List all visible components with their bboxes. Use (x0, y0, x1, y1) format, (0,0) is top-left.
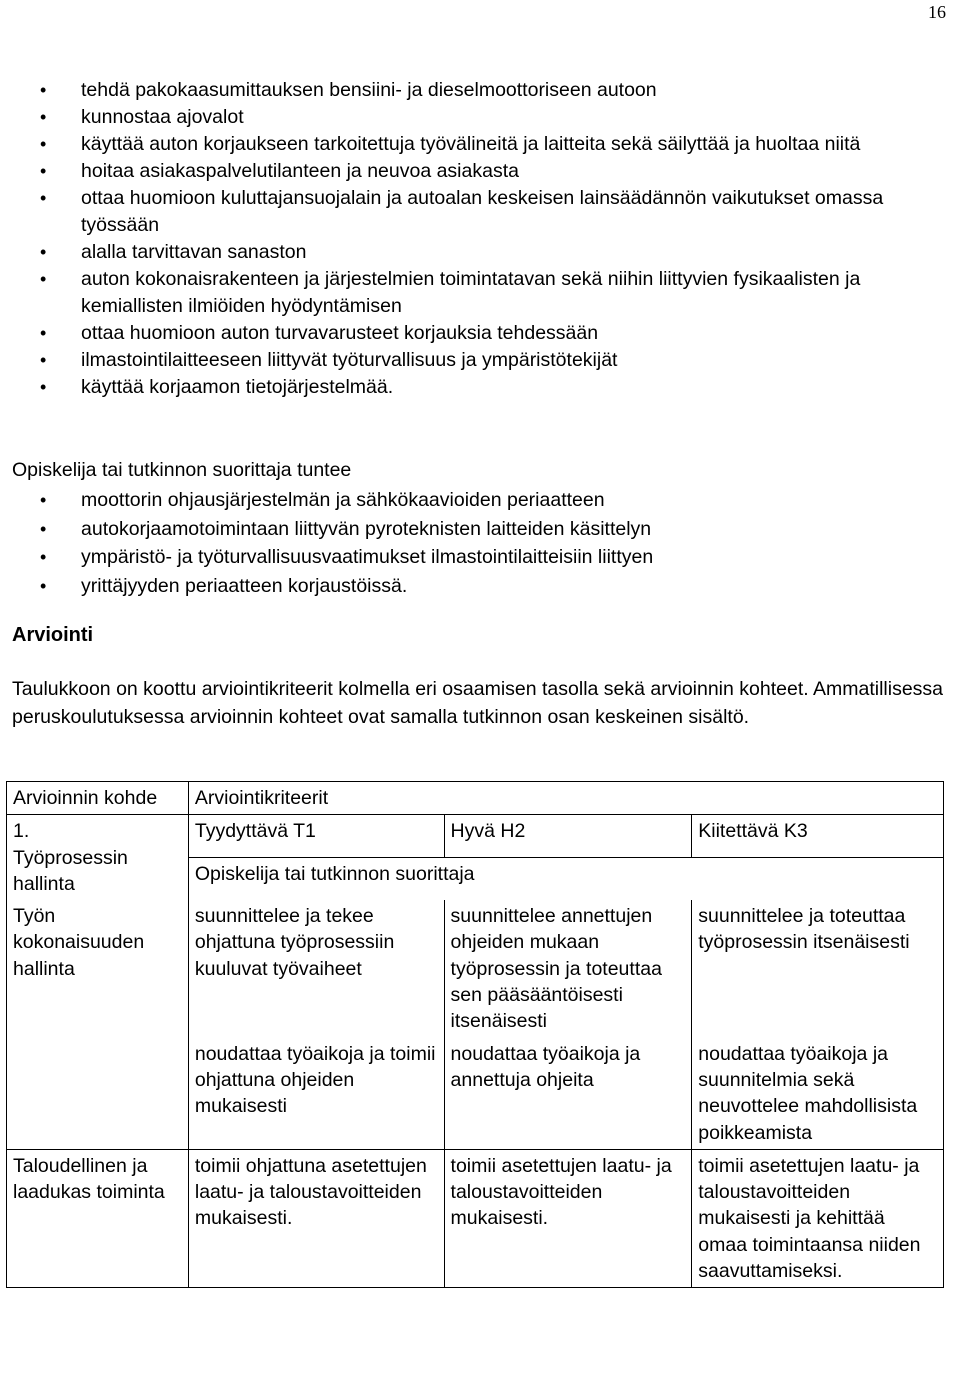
list-item: • yrittäjyyden periaatteen korjaustöissä. (40, 572, 955, 601)
list-item: • auton kokonaisrakenteen ja järjestelmien toimintatavan sekä niihin liittyvien fysikaalisten ja kemiallisten ilmiöiden hyödyntämisen (40, 266, 955, 320)
assessment-table (6, 781, 944, 1288)
quality-h2: toimii asetettujen laatu- ja taloustavoitteiden mukaisesti. (444, 1149, 692, 1287)
list-item: • käyttää korjaamon tietojärjestelmää. (40, 374, 955, 401)
table-row (7, 1149, 944, 1287)
list-item: • ottaa huomioon kuluttajansuojalain ja autoalan keskeisen lainsäädännön vaikutukset omassa työssään (40, 185, 955, 239)
table-row (7, 815, 944, 858)
list-item: • ympäristö- ja työturvallisuusvaatimukset ilmastointilaitteisiin liittyen (40, 543, 955, 572)
table-row (7, 782, 944, 815)
work-k3-a: suunnittelee ja toteuttaa työprosessin itsenäisesti (692, 900, 944, 1037)
subject-line: Opiskelija tai tutkinnon suorittaja (188, 858, 943, 900)
work-h2-a: suunnittelee annettujen ohjeiden mukaan työprosessin ja toteuttaa sen pääsääntöisesti itsenäisesti (444, 900, 692, 1037)
work-t1-a: suunnittelee ja tekee ohjattuna työprosessiin kuuluvat työvaiheet (188, 900, 444, 1037)
list-item: • ilmastointilaitteeseen liittyvät työturvallisuus ja ympäristötekijät (40, 347, 955, 374)
list-item: • käyttää auton korjaukseen tarkoitettuja työvälineitä ja laitteita sekä säilyttää ja huoltaa niitä (40, 131, 955, 158)
knowledge-list (40, 486, 955, 600)
list-item: • kunnostaa ajovalot (40, 104, 955, 131)
section-heading: Arviointi (12, 624, 94, 646)
table-row (7, 900, 944, 1037)
row-number: 1. (13, 820, 30, 843)
level-h2: Hyvä H2 (444, 815, 692, 858)
target-work: Työn kokonaisuuden hallinta (7, 900, 189, 1149)
quality-t1: toimii ohjattuna asetettujen laatu- ja taloustavoitteiden mukaisesti. (188, 1149, 444, 1287)
list-item: • autokorjaamotoimintaan liittyvän pyroteknisten laitteiden käsittelyn (40, 515, 955, 544)
work-t1-b: noudattaa työaikoja ja toimii ohjattuna ohjeiden mukaisesti (188, 1038, 444, 1150)
list-item: • ottaa huomioon auton turvavarusteet korjauksia tehdessään (40, 320, 955, 347)
list-item: • alalla tarvittavan sanaston (40, 239, 955, 266)
target-group-cell (7, 815, 189, 900)
level-k3: Kiitettävä K3 (692, 815, 944, 858)
work-h2-b: noudattaa työaikoja ja annettuja ohjeita (444, 1038, 692, 1150)
target-quality: Taloudellinen ja laadukas toiminta (7, 1149, 189, 1287)
skills-list (40, 77, 955, 401)
header-target: Arvioinnin kohde (7, 782, 189, 815)
page-number: 16 (928, 2, 946, 22)
target-group: Työprosessin hallinta (13, 846, 128, 895)
level-t1: Tyydyttävä T1 (188, 815, 444, 858)
knowledge-intro: Opiskelija tai tutkinnon suorittaja tuntee (12, 459, 352, 481)
work-k3-b: noudattaa työaikoja ja suunnitelmia sekä neuvottelee mahdollisista poikkeamista (692, 1038, 944, 1150)
list-item: • tehdä pakokaasumittauksen bensiini- ja dieselmoottoriseen autoon (40, 77, 955, 104)
section-paragraph: Taulukkoon on koottu arviointikriteerit kolmella eri osaamisen tasolla sekä arvioinnin kohteet. Ammatillisessa peruskoulutuksessa arvioinnin kohteet ovat samalla tutkinnon osan keskeinen sisältö. (12, 678, 944, 728)
list-item: • moottorin ohjausjärjestelmän ja sähkökaavioiden periaatteen (40, 486, 955, 515)
quality-k3: toimii asetettujen laatu- ja taloustavoitteiden mukaisesti ja kehittää omaa toimintaansa niiden saavuttamiseksi. (692, 1149, 944, 1287)
list-item: • hoitaa asiakaspalvelutilanteen ja neuvoa asiakasta (40, 158, 955, 185)
header-criteria: Arviointikriteerit (188, 782, 943, 815)
